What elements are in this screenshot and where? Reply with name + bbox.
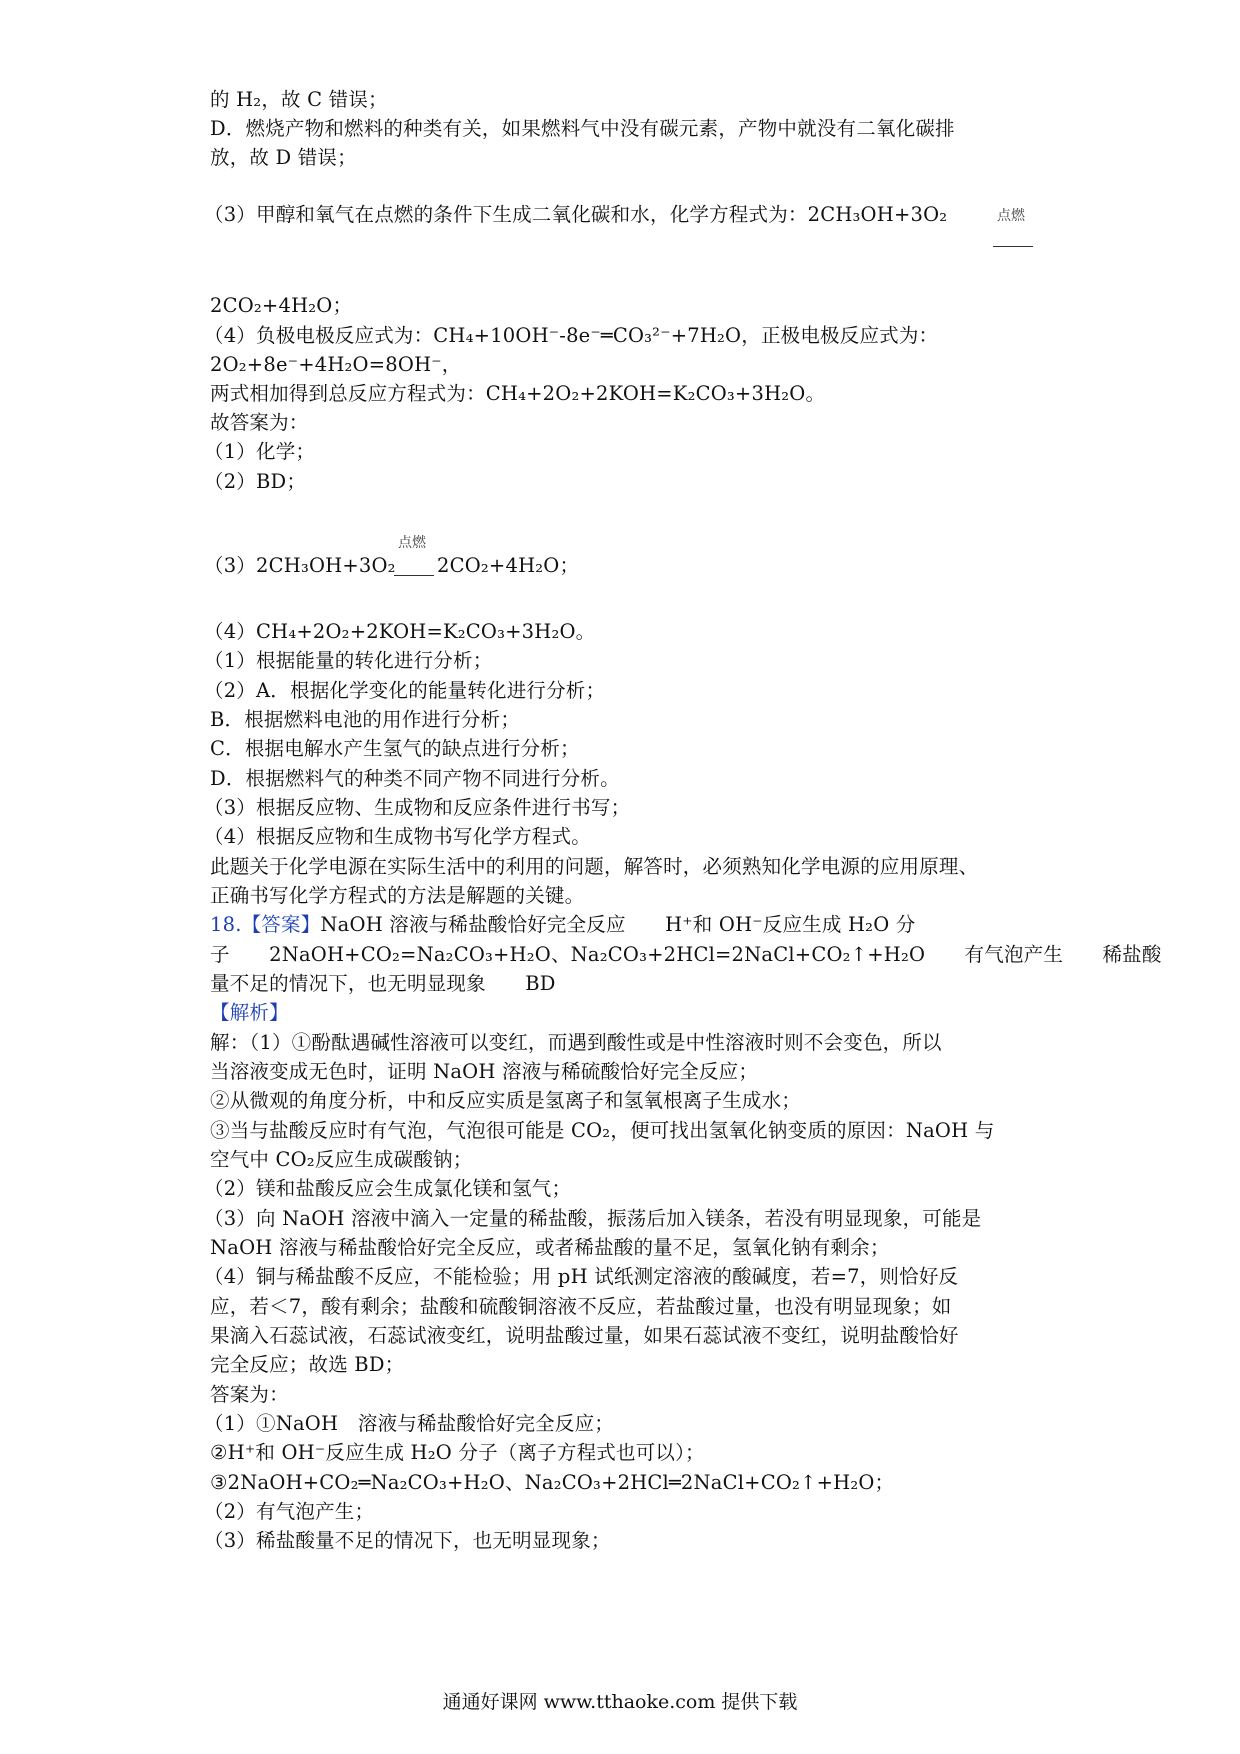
text-line: （2）BD；	[204, 470, 307, 493]
text-line: ③2NaOH+CO₂═Na₂CO₃+H₂O、Na₂CO₃+2HCl═2NaCl+CO₂↑+H₂O；	[210, 1471, 895, 1494]
text-line: 的 H₂，故 C 错误；	[210, 88, 388, 111]
text-line: 量不足的情况下，也无明显现象 BD	[210, 972, 556, 995]
text-line: （4）负极电极反应式为：CH₄+10OH⁻-8e⁻═CO₃²⁻+7H₂O，正极电极反应式为：	[204, 324, 939, 347]
text-line: （1）化学；	[204, 440, 316, 463]
text-line: 应，若＜7，酸有剩余；盐酸和硫酸铜溶液不反应，若盐酸过量，也没有明显现象；如	[210, 1295, 952, 1318]
text-line: 两式相加得到总反应方程式为：CH₄+2O₂+2KOH=K₂CO₃+3H₂O。	[210, 382, 826, 405]
text-line: （3）向 NaOH 溶液中滴入一定量的稀盐酸，振荡后加入镁条，若没有明显现象，可能是	[204, 1207, 982, 1230]
answer-label: 18.【答案】	[210, 913, 321, 936]
answer-text: NaOH 溶液与稀盐酸恰好完全反应 H⁺和 OH⁻反应生成 H₂O 分	[320, 913, 916, 936]
text-line: 解：（1）①酚酞遇碱性溶液可以变红，而遇到酸性或是中性溶液时则不会变色，所以	[210, 1031, 942, 1054]
text-line: （4）CH₄+2O₂+2KOH=K₂CO₃+3H₂O。	[204, 620, 596, 643]
reaction-condition: 点燃	[398, 535, 426, 551]
text-line: ②H⁺和 OH⁻反应生成 H₂O 分子（离子方程式也可以）；	[210, 1441, 705, 1464]
text-line: 此题关于化学电源在实际生活中的利用的问题，解答时，必须熟知化学电源的应用原理、	[210, 855, 979, 878]
text-line: 答案为：	[210, 1383, 289, 1406]
text-line: ②从微观的角度分析，中和反应实质是氢离子和氢氧根离子生成水；	[210, 1089, 802, 1112]
equals-bar	[394, 575, 434, 576]
equation-line: 2CO₂+4H₂O；	[210, 294, 353, 317]
text-line: 放，故 D 错误；	[210, 146, 357, 169]
text-line: （4）根据反应物和生成物书写化学方程式。	[204, 825, 591, 848]
text-line: 果滴入石蕊试液，石蕊试液变红，说明盐酸过量，如果石蕊试液不变红，说明盐酸恰好	[210, 1324, 959, 1347]
text-line: ③当与盐酸反应时有气泡，气泡很可能是 CO₂，便可找出氢氧化钠变质的原因：NaOH 与	[210, 1119, 995, 1142]
text-line: （2）有气泡产生；	[204, 1500, 375, 1523]
text-line: 2O₂+8e⁻+4H₂O=8OH⁻，	[210, 353, 462, 376]
text-line: NaOH 溶液与稀盐酸恰好完全反应，或者稀盐酸的量不足，氢氧化钠有剩余；	[210, 1236, 890, 1259]
text-line: （3）稀盐酸量不足的情况下，也无明显现象；	[204, 1529, 611, 1552]
equation-line: （3）甲醇和氧气在点燃的条件下生成二氧化碳和水，化学方程式为：2CH₃OH+3O₂	[204, 203, 948, 226]
text-line: （1）①NaOH 溶液与稀盐酸恰好完全反应；	[204, 1412, 614, 1435]
text-line: B．根据燃料电池的用作进行分析；	[210, 708, 521, 731]
text-line: （2）镁和盐酸反应会生成氯化镁和氢气；	[204, 1177, 572, 1200]
equation-product: 2CO₂+4H₂O；	[437, 554, 580, 577]
text-line: 空气中 CO₂反应生成碳酸钠；	[210, 1148, 473, 1171]
text-line: （1）根据能量的转化进行分析；	[204, 649, 493, 672]
text-line: 当溶液变成无色时，证明 NaOH 溶液与稀硫酸恰好完全反应；	[210, 1060, 759, 1083]
text-line: 完全反应；故选 BD；	[210, 1353, 405, 1376]
text-line: 正确书写化学方程式的方法是解题的关键。	[210, 884, 585, 907]
text-line: 故答案为：	[210, 411, 309, 434]
answer-line	[210, 909, 1040, 941]
text-line: D．根据燃料气的种类不同产物不同进行分析。	[210, 767, 620, 790]
reaction-condition: 点燃	[997, 208, 1025, 224]
text-line: （4）铜与稀盐酸不反应，不能检验；用 pH 试纸测定溶液的酸碱度，若=7，则恰好反	[204, 1265, 959, 1288]
equals-bar	[993, 246, 1033, 247]
text-line: C．根据电解水产生氢气的缺点进行分析；	[210, 737, 580, 760]
text-line: （3）根据反应物、生成物和反应条件进行书写；	[204, 796, 631, 819]
text-line: 子 2NaOH+CO₂=Na₂CO₃+H₂O、Na₂CO₃+2HCl=2NaCl+CO₂↑+H₂O 有气泡产生 稀盐酸	[210, 943, 1162, 966]
text-line: （2）A．根据化学变化的能量转化进行分析；	[204, 679, 606, 702]
text-line: D．燃烧产物和燃料的种类有关，如果燃料气中没有碳元素，产物中就没有二氧化碳排	[210, 117, 955, 140]
equation-line: （3）2CH₃OH+3O₂	[204, 554, 396, 577]
page-footer: 通通好课网 www.tthaoke.com 提供下载	[442, 1691, 798, 1713]
analysis-label: 【解析】	[210, 1001, 289, 1024]
